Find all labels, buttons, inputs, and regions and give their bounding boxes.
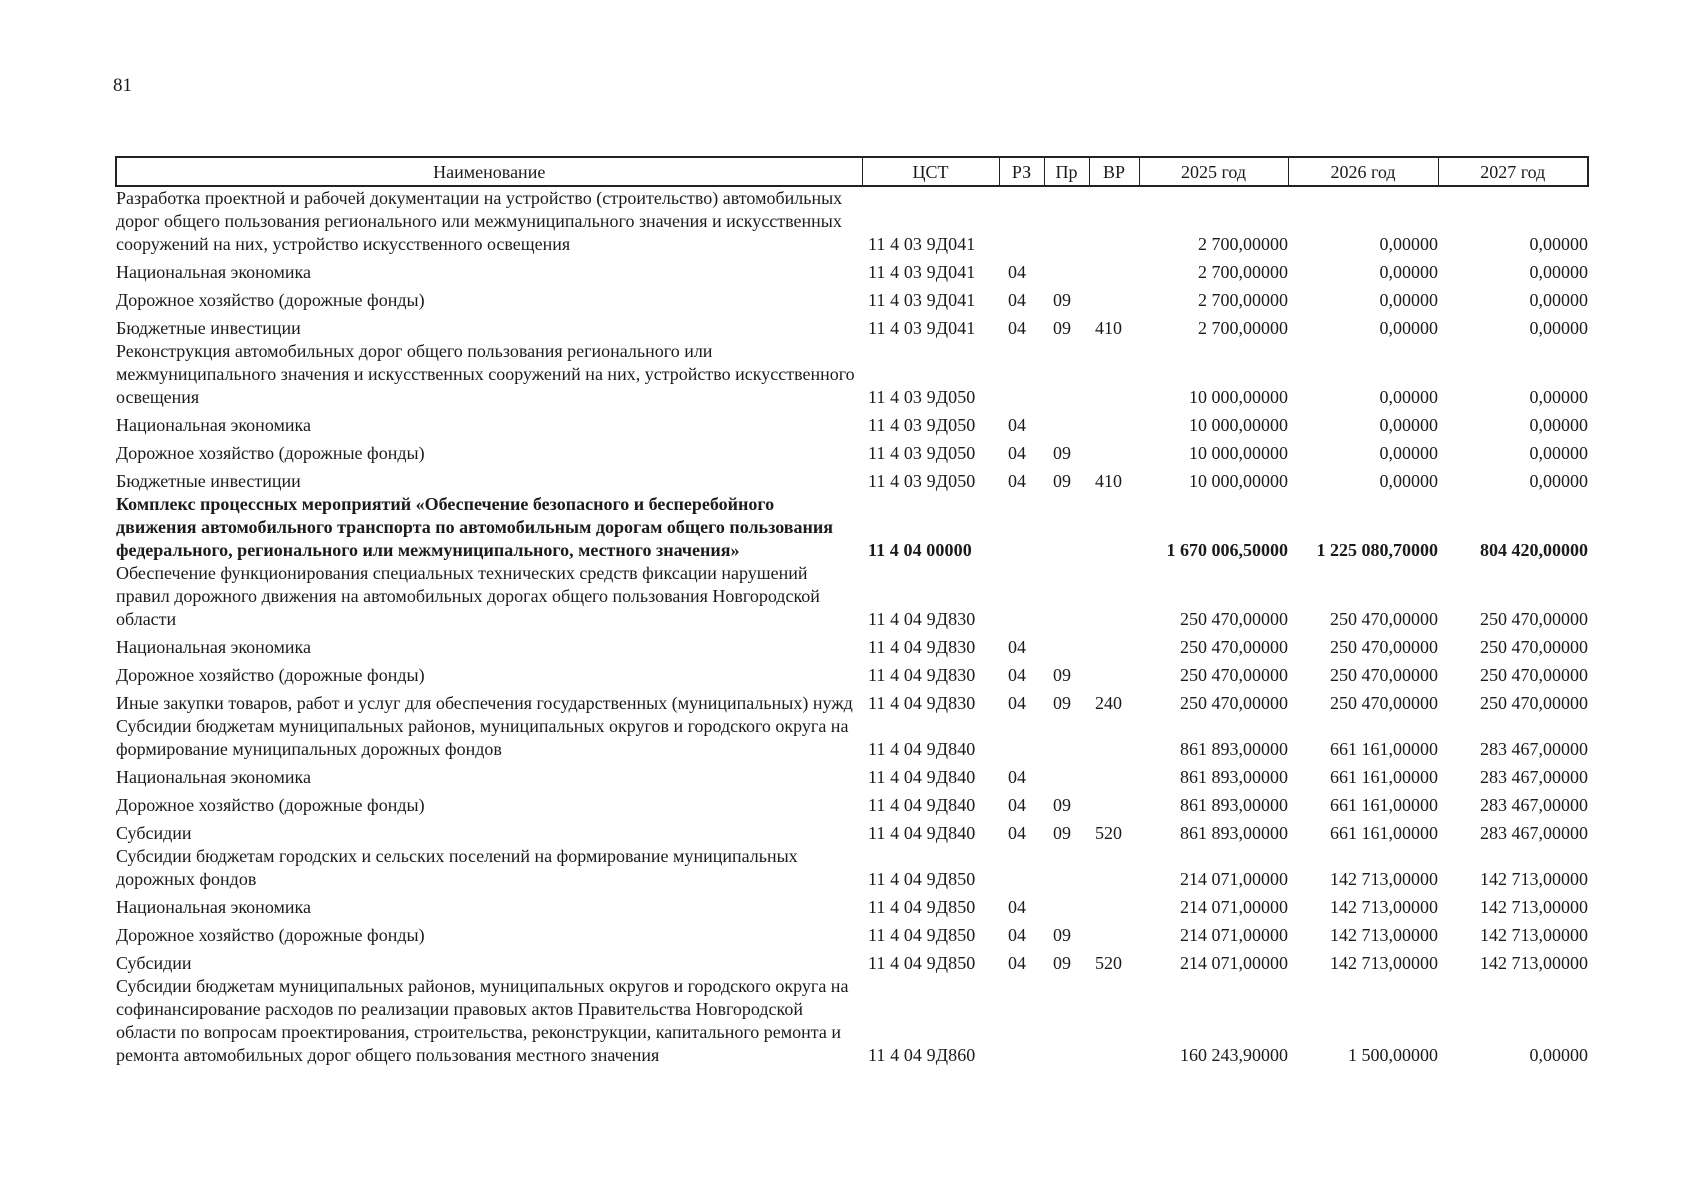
- row-2027: 250 470,00000: [1480, 693, 1588, 713]
- row-2025: 2 700,00000: [1198, 234, 1288, 254]
- row-vr: 410: [1095, 471, 1122, 491]
- table-row: [116, 186, 1588, 256]
- row-vr: [1089, 256, 1139, 284]
- row-2026: 250 470,00000: [1330, 609, 1438, 629]
- row-rz: 04: [1008, 897, 1026, 917]
- row-rz: 04: [1008, 795, 1026, 815]
- row-pr: [1044, 761, 1089, 789]
- row-pr: [1044, 891, 1089, 919]
- row-2025: 10 000,00000: [1189, 415, 1288, 435]
- row-cst: 11 4 03 9Д041: [868, 318, 976, 338]
- row-2026: 661 161,00000: [1330, 823, 1438, 843]
- row-cst: 11 4 04 9Д850: [868, 869, 976, 889]
- row-cst: 11 4 04 9Д830: [868, 693, 976, 713]
- table-row: [116, 659, 1588, 687]
- row-name: Национальная экономика: [116, 415, 311, 435]
- header-vr: ВР: [1089, 157, 1139, 186]
- row-vr: [1089, 919, 1139, 947]
- row-2027: 250 470,00000: [1480, 609, 1588, 629]
- row-cst: 11 4 04 9Д850: [868, 953, 976, 973]
- row-vr: [1089, 891, 1139, 919]
- row-pr: 09: [1053, 953, 1071, 973]
- row-2026: 0,00000: [1379, 234, 1438, 254]
- table-row: [116, 919, 1588, 947]
- row-name: Бюджетные инвестиции: [116, 318, 301, 338]
- table-row: [116, 817, 1588, 845]
- row-name: Реконструкция автомобильных дорог общего пользования регионального или межмуниципального значения и искусственных сооружений на них, устройство искусственного освещения: [116, 341, 855, 407]
- row-vr: [1089, 845, 1139, 891]
- row-2027: 142 713,00000: [1480, 869, 1588, 889]
- row-cst: 11 4 03 9Д050: [868, 415, 976, 435]
- row-2027: 250 470,00000: [1480, 637, 1588, 657]
- row-pr: [1044, 340, 1089, 409]
- row-pr: [1044, 493, 1089, 562]
- row-pr: 09: [1053, 471, 1071, 491]
- row-2025: 250 470,00000: [1180, 693, 1288, 713]
- row-2026: 0,00000: [1379, 387, 1438, 407]
- row-2025: 2 700,00000: [1198, 290, 1288, 310]
- table-row: [116, 891, 1588, 919]
- row-2027: 0,00000: [1529, 387, 1588, 407]
- table-row: [116, 845, 1588, 891]
- table-row: [116, 340, 1588, 409]
- row-2025: 160 243,90000: [1180, 1045, 1288, 1065]
- row-vr: [1089, 562, 1139, 631]
- header-2027: 2027 год: [1438, 157, 1588, 186]
- row-2026: 142 713,00000: [1330, 953, 1438, 973]
- row-vr: 410: [1095, 318, 1122, 338]
- row-pr: 09: [1053, 443, 1071, 463]
- row-2025: 861 893,00000: [1180, 823, 1288, 843]
- row-2026: 0,00000: [1379, 415, 1438, 435]
- row-pr: [1044, 845, 1089, 891]
- table-row: [116, 715, 1588, 761]
- row-rz: [999, 493, 1044, 562]
- row-2027: 142 713,00000: [1480, 953, 1588, 973]
- row-vr: [1089, 437, 1139, 465]
- row-rz: 04: [1008, 693, 1026, 713]
- row-rz: 04: [1008, 415, 1026, 435]
- row-2025: 214 071,00000: [1180, 925, 1288, 945]
- row-vr: [1089, 409, 1139, 437]
- row-vr: [1089, 659, 1139, 687]
- row-2026: 1 225 080,70000: [1316, 540, 1438, 560]
- row-rz: 04: [1008, 823, 1026, 843]
- row-2027: 250 470,00000: [1480, 665, 1588, 685]
- page-number: 81: [113, 75, 132, 96]
- row-vr: [1089, 284, 1139, 312]
- row-cst: 11 4 03 9Д050: [868, 471, 976, 491]
- row-name: Дорожное хозяйство (дорожные фонды): [116, 795, 425, 815]
- row-2027: 283 467,00000: [1480, 767, 1588, 787]
- row-cst: 11 4 04 9Д830: [868, 637, 976, 657]
- row-name: Субсидии: [116, 953, 192, 973]
- table-row: [116, 465, 1588, 493]
- row-2026: 0,00000: [1379, 471, 1438, 491]
- table-row: [116, 789, 1588, 817]
- row-2025: 861 893,00000: [1180, 795, 1288, 815]
- table-row: [116, 284, 1588, 312]
- row-2026: 0,00000: [1379, 262, 1438, 282]
- table-body: [116, 186, 1588, 1067]
- table-row: [116, 761, 1588, 789]
- table-row: [116, 562, 1588, 631]
- row-rz: [999, 186, 1044, 256]
- row-name: Национальная экономика: [116, 637, 311, 657]
- row-name: Комплекс процессных мероприятий «Обеспечение безопасного и бесперебойного движения автомобильного транспорта по автомобильным дорогам общего пользования федерального, регионального или межмуниципального, местного значения»: [116, 494, 833, 560]
- row-cst: 11 4 03 9Д050: [868, 387, 976, 407]
- row-pr: 09: [1053, 795, 1071, 815]
- header-rz: РЗ: [999, 157, 1044, 186]
- row-cst: 11 4 04 00000: [868, 540, 972, 560]
- row-name: Дорожное хозяйство (дорожные фонды): [116, 290, 425, 310]
- row-2025: 214 071,00000: [1180, 869, 1288, 889]
- row-2025: 2 700,00000: [1198, 318, 1288, 338]
- row-2027: 142 713,00000: [1480, 925, 1588, 945]
- row-pr: 09: [1053, 925, 1071, 945]
- row-pr: [1044, 975, 1089, 1067]
- row-2025: 214 071,00000: [1180, 897, 1288, 917]
- table-row: [116, 975, 1588, 1067]
- row-2027: 283 467,00000: [1480, 795, 1588, 815]
- row-vr: [1089, 340, 1139, 409]
- row-rz: 04: [1008, 290, 1026, 310]
- row-pr: 09: [1053, 665, 1071, 685]
- row-cst: 11 4 03 9Д050: [868, 443, 976, 463]
- row-2026: 142 713,00000: [1330, 869, 1438, 889]
- row-rz: [999, 975, 1044, 1067]
- row-rz: [999, 562, 1044, 631]
- row-vr: [1089, 631, 1139, 659]
- row-2026: 250 470,00000: [1330, 693, 1438, 713]
- row-vr: 520: [1095, 823, 1122, 843]
- row-pr: 09: [1053, 823, 1071, 843]
- row-pr: [1044, 409, 1089, 437]
- row-vr: [1089, 186, 1139, 256]
- row-pr: [1044, 715, 1089, 761]
- row-name: Национальная экономика: [116, 767, 311, 787]
- row-2027: 0,00000: [1529, 415, 1588, 435]
- row-name: Дорожное хозяйство (дорожные фонды): [116, 665, 425, 685]
- row-pr: [1044, 186, 1089, 256]
- row-2026: 250 470,00000: [1330, 665, 1438, 685]
- row-rz: [999, 340, 1044, 409]
- row-2026: 250 470,00000: [1330, 637, 1438, 657]
- row-cst: 11 4 04 9Д840: [868, 767, 976, 787]
- row-2027: 0,00000: [1529, 318, 1588, 338]
- row-2025: 250 470,00000: [1180, 637, 1288, 657]
- row-cst: 11 4 04 9Д860: [868, 1045, 976, 1065]
- row-2025: 10 000,00000: [1189, 387, 1288, 407]
- row-2025: 250 470,00000: [1180, 609, 1288, 629]
- row-2026: 661 161,00000: [1330, 767, 1438, 787]
- row-rz: 04: [1008, 471, 1026, 491]
- row-2027: 283 467,00000: [1480, 739, 1588, 759]
- row-2025: 250 470,00000: [1180, 665, 1288, 685]
- row-2026: 0,00000: [1379, 290, 1438, 310]
- row-name: Дорожное хозяйство (дорожные фонды): [116, 925, 425, 945]
- row-rz: 04: [1008, 637, 1026, 657]
- table-row: [116, 256, 1588, 284]
- row-name: Субсидии бюджетам городских и сельских поселений на формирование муниципальных дорожных фондов: [116, 846, 798, 889]
- row-rz: 04: [1008, 318, 1026, 338]
- row-pr: 09: [1053, 318, 1071, 338]
- header-row: [116, 157, 1588, 186]
- row-vr: 520: [1095, 953, 1122, 973]
- row-2027: 142 713,00000: [1480, 897, 1588, 917]
- row-vr: [1089, 761, 1139, 789]
- row-2026: 0,00000: [1379, 318, 1438, 338]
- header-2026: 2026 год: [1288, 157, 1438, 186]
- row-cst: 11 4 03 9Д041: [868, 262, 976, 282]
- row-name: Иные закупки товаров, работ и услуг для обеспечения государственных (муниципальных) нужд: [116, 693, 853, 713]
- row-2027: 0,00000: [1529, 234, 1588, 254]
- row-name: Разработка проектной и рабочей документации на устройство (строительство) автомобильных дорог общего пользования регионального или межмуниципального значения и искусственных сооружений на них, устройство искусственного освещения: [116, 188, 843, 254]
- row-2026: 661 161,00000: [1330, 739, 1438, 759]
- row-cst: 11 4 03 9Д041: [868, 234, 976, 254]
- row-2027: 0,00000: [1529, 443, 1588, 463]
- row-2025: 214 071,00000: [1180, 953, 1288, 973]
- row-2027: 0,00000: [1529, 262, 1588, 282]
- table-row: [116, 409, 1588, 437]
- header-cst: ЦСТ: [862, 157, 999, 186]
- row-2025: 10 000,00000: [1189, 471, 1288, 491]
- row-name: Бюджетные инвестиции: [116, 471, 301, 491]
- row-rz: [999, 845, 1044, 891]
- row-pr: 09: [1053, 693, 1071, 713]
- row-vr: [1089, 789, 1139, 817]
- row-cst: 11 4 04 9Д850: [868, 925, 976, 945]
- table-row: [116, 687, 1588, 715]
- row-rz: 04: [1008, 953, 1026, 973]
- row-vr: [1089, 715, 1139, 761]
- row-2025: 10 000,00000: [1189, 443, 1288, 463]
- row-2025: 2 700,00000: [1198, 262, 1288, 282]
- row-name: Дорожное хозяйство (дорожные фонды): [116, 443, 425, 463]
- row-rz: 04: [1008, 443, 1026, 463]
- row-vr: [1089, 975, 1139, 1067]
- table-row: [116, 493, 1588, 562]
- row-name: Субсидии: [116, 823, 192, 843]
- row-cst: 11 4 04 9Д840: [868, 795, 976, 815]
- table-row: [116, 437, 1588, 465]
- row-pr: 09: [1053, 290, 1071, 310]
- row-cst: 11 4 04 9Д830: [868, 609, 976, 629]
- row-pr: [1044, 631, 1089, 659]
- row-2027: 0,00000: [1529, 1045, 1588, 1065]
- row-cst: 11 4 04 9Д830: [868, 665, 976, 685]
- row-pr: [1044, 256, 1089, 284]
- row-cst: 11 4 04 9Д840: [868, 823, 976, 843]
- header-2025: 2025 год: [1139, 157, 1288, 186]
- row-2026: 142 713,00000: [1330, 897, 1438, 917]
- table-row: [116, 631, 1588, 659]
- row-cst: 11 4 04 9Д840: [868, 739, 976, 759]
- table-header: [116, 157, 1588, 186]
- row-name: Субсидии бюджетам муниципальных районов, муниципальных округов и городского округа на софинансирование расходов по реализации правовых актов Правительства Новгородской области по вопросам проектирования, строительства, реконструкции, капитального ремонта и ремонта автомобильных дорог общего пользования местного значения: [116, 976, 849, 1065]
- budget-table: [115, 156, 1589, 1067]
- row-rz: 04: [1008, 665, 1026, 685]
- row-2025: 1 670 006,50000: [1166, 540, 1288, 560]
- row-2027: 0,00000: [1529, 471, 1588, 491]
- row-cst: 11 4 03 9Д041: [868, 290, 976, 310]
- row-vr: 240: [1095, 693, 1122, 713]
- row-pr: [1044, 562, 1089, 631]
- row-name: Субсидии бюджетам муниципальных районов, муниципальных округов и городского округа на формирование муниципальных дорожных фондов: [116, 716, 849, 759]
- row-2026: 1 500,00000: [1348, 1045, 1438, 1065]
- row-2025: 861 893,00000: [1180, 767, 1288, 787]
- row-2027: 283 467,00000: [1480, 823, 1588, 843]
- row-name: Национальная экономика: [116, 897, 311, 917]
- row-name: Обеспечение функционирования специальных технических средств фиксации нарушений правил дорожного движения на автомобильных дорогах общего пользования Новгородской области: [116, 563, 820, 629]
- row-2025: 861 893,00000: [1180, 739, 1288, 759]
- row-rz: 04: [1008, 262, 1026, 282]
- row-vr: [1089, 493, 1139, 562]
- row-rz: 04: [1008, 925, 1026, 945]
- row-rz: [999, 715, 1044, 761]
- row-2027: 804 420,00000: [1480, 540, 1588, 560]
- table-row: [116, 947, 1588, 975]
- header-pr: Пр: [1044, 157, 1089, 186]
- row-2026: 142 713,00000: [1330, 925, 1438, 945]
- row-2027: 0,00000: [1529, 290, 1588, 310]
- header-name: Наименование: [116, 157, 862, 186]
- row-cst: 11 4 04 9Д850: [868, 897, 976, 917]
- row-name: Национальная экономика: [116, 262, 311, 282]
- table-row: [116, 312, 1588, 340]
- row-rz: 04: [1008, 767, 1026, 787]
- row-2026: 661 161,00000: [1330, 795, 1438, 815]
- row-2026: 0,00000: [1379, 443, 1438, 463]
